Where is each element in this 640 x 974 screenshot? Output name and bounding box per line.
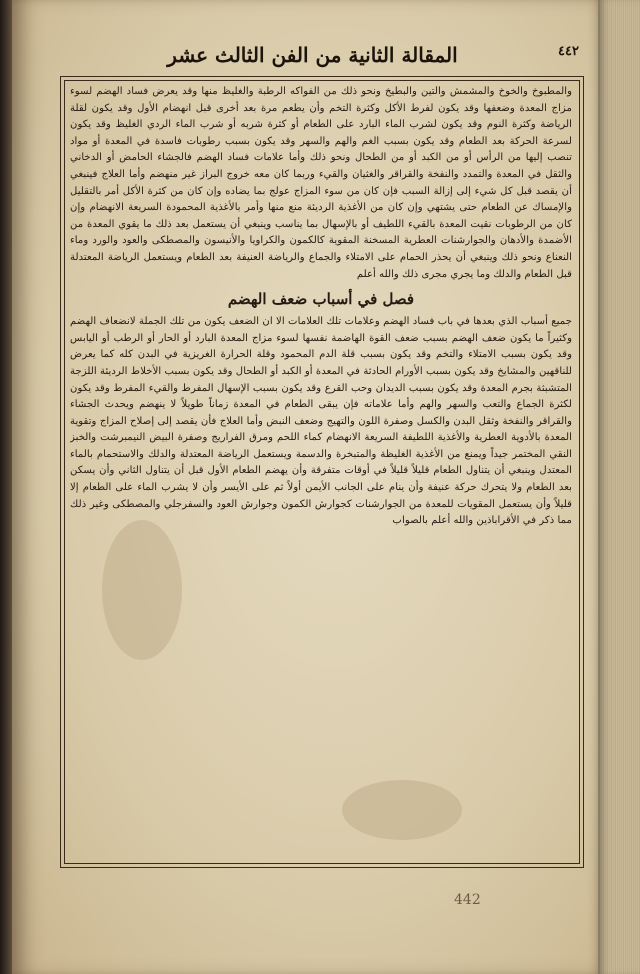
- running-title: المقالة الثانية من الفن الثالث عشر: [167, 43, 458, 67]
- section-heading: فصل في أسباب ضعف الهضم: [227, 290, 415, 309]
- page-header: [40, 40, 585, 74]
- paragraph-1: والمطبوخ والخوخ والمشمش والتين والبطيخ ونحو ذلك من الفواكه الرطبة والغليظ منها وقد يعرض فساد الهضم لسوء مزاج المعدة وضعفها وقد يكون لفرط الأكل وكثرة التخم وأن يطعم مرة بعد أخرى قبل انهضام الأول وقد يكون لقلة الرياضة وكثرة النوم وقد يكون لشرب الماء البارد على الطعام أو كثرة شربه أو شرب الماء الردي الغليظ وقد يكون لسرعة الحركة بعد الطعام وقد يكون بسبب الغم والهم والسهر وقد يكون بسبب رطوبات فاسدة في المعدة أو مواد تنصب إليها من الرأس أو من الكبد أو من الطحال ونحو ذلك وأما علامات فساد الهضم فالجشاء الحامض أو الدخاني والثقل في المعدة والتمدد والنفخة والقراقر والغثيان والقيء وربما كان معه خروج البراز غير منهضم وأما العلاج فينبغي أن يقصد قبل كل شيء إلى إزالة السبب فإن كان من سوء المزاج عولج بما يضاده وإن كان من كثرة الأكل أمر بالتقليل والإمساك عن الطعام حتى يشتهي وإن كان من الأغذية الرديئة منع منها وأمر بالأغذية المحمودة السريعة الانهضام وإن كان من الرطوبات نقيت المعدة بالقيء اللطيف أو بالإسهال بما يناسب وينبغي أن يستعمل بعد ذلك ما يقوي المعدة من الأضمدة والأدهان والجوارشنات العطرية المسخنة المقوية كالكمون والكراويا والأنيسون والمصطكى والعود والورد وماء النعناع ونحو ذلك وينبغي أن يحذر الحمام على الامتلاء والجماع والرياضة العنيفة بعد الطعام ويستعمل الرياضة المعتدلة قبل الطعام والدلك وما يجري مجرى ذلك والله أعلم: [70, 86, 572, 280]
- main-text-block: [70, 84, 572, 860]
- page-edges: [598, 0, 640, 974]
- folio-number-top: ٤٤٢: [558, 44, 579, 59]
- folio-number-bottom: 442: [454, 892, 481, 908]
- paragraph-2: جميع أسباب الذي بعدها في باب فساد الهضم وعلامات تلك العلامات الا ان الضعف يكون من تلك الجملة لانضعاف الهضم وكثيراً ما يكون ضعف الهضم بسبب ضعف القوة الهاضمة نفسها لسوء مزاج المعدة البارد أو الحار أو الرطب أو اليابس وقد يكون بسبب الامتلاء والتخم وقد يكون بسبب قلة الدم المحمود وقلة الحرارة الغريزية في البدن كله كما يعرض للناقهين والمشايخ وقد يكون بسبب الأورام الحادثة في المعدة أو الكبد أو الطحال وقد يكون بسبب الأخلاط الرديئة اللزجة المتشبثة بجرم المعدة وقد يكون بسبب الديدان وحب القرع وقد يكون بسبب الإسهال المفرط والقيء المفرط وقد يكون لكثرة الجماع والتعب والسهر والهم وأما علاماته فإن يبقى الطعام في المعدة زماناً طويلاً لا ينهضم ويحدث الجشاء والقراقر والنفخة وثقل البدن والكسل وصفرة اللون والتهيج وضعف النبض وأما العلاج فأن يقصد إلى إصلاح المزاج وتقوية المعدة بالأدوية العطرية والأغذية اللطيفة السريعة الانهضام كماء اللحم ومرق الفراريج وصفرة البيض النيمبرشت والخبز النقي المختمر جيداً ويمنع من الأغذية الغليظة والمتبخرة والدسمة ويستعمل الرياضة المعتدلة والدلك والاستحمام بالماء المعتدل وينبغي أن يتناول الطعام قليلاً قليلاً في أوقات متفرقة وأن يهضم الطعام الأول قبل أن يتناول الثاني وأن يسكن بعد الطعام ولا يتحرك حركة عنيفة وأن ينام على الجانب الأيمن أولاً ثم على الأيسر وأن لا يشرب الماء على الطعام إلا قليلاً وأن يستعمل المقويات للمعدة من الجوارشنات كجوارش الكمون وجوارش العود والسفرجلي والمصطكى وغير ذلك مما ذكر في الأقراباذين والله أعلم بالصواب: [70, 316, 572, 527]
